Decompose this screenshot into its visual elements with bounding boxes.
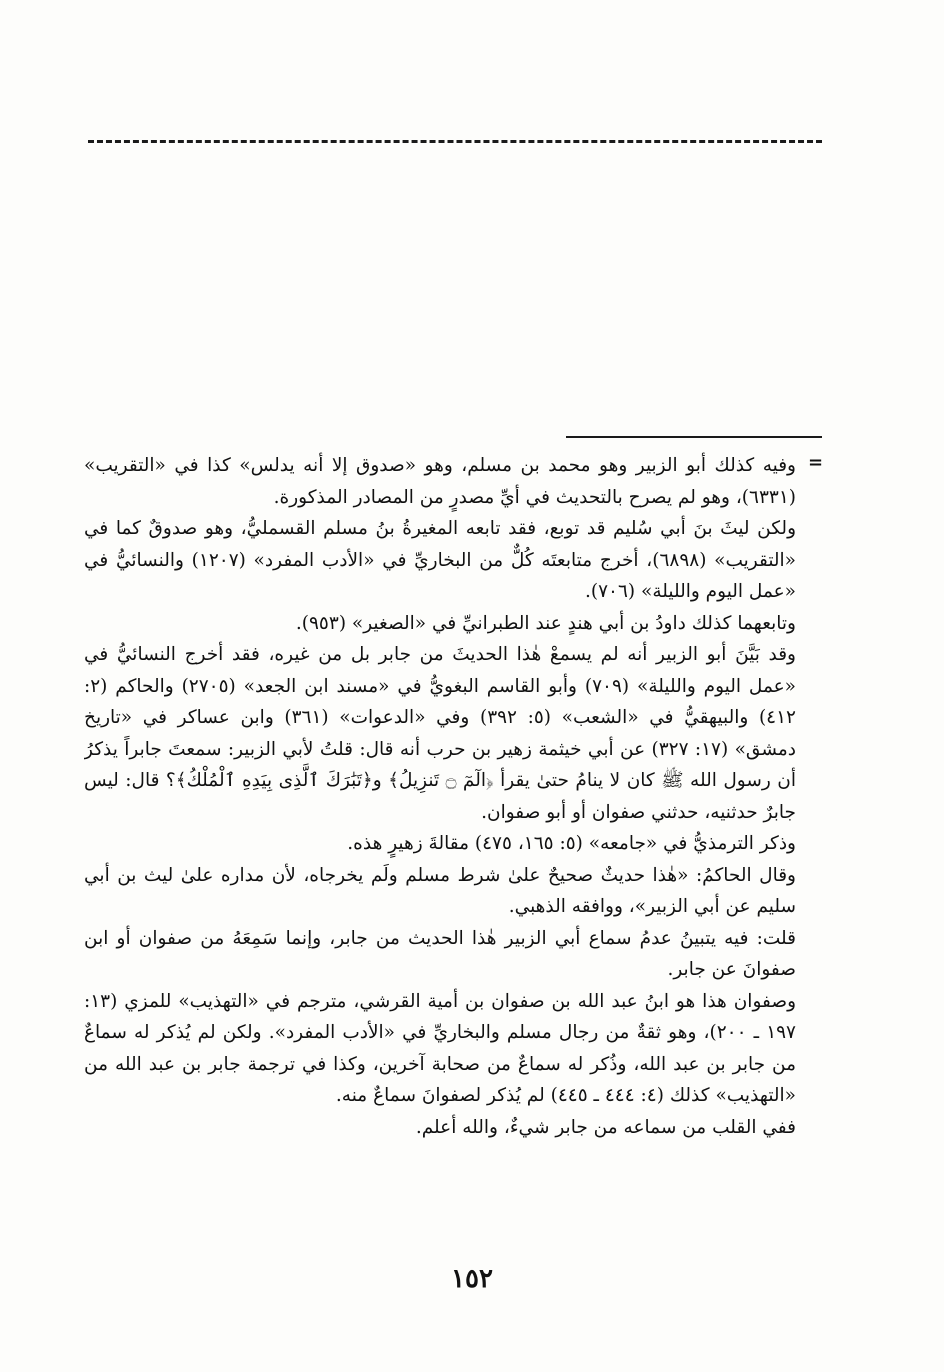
- paragraph: وصفوان هذا هو ابنُ عبد الله بن صفوان بن أمية القرشي، مترجم في «التهذيب» للمزي (١٣: ١٩٧ ـ ٢٠٠)، وهو ثقةٌ من رجال مسلم والبخاريِّ في «الأدب المفرد». ولكن لم يُذكر له سماعٌ من جابر بن عبد الله، وذُكر له سماعٌ من صحابة آخرين، وكذا في ترجمة جابر بن عبد الله من «التهذيب» كذلك (٤: ٤٤٤ ـ ٤٤٥) لم يُذكر لصفوانَ سماعٌ منه.: [84, 990, 796, 1106]
- top-dashed-separator: [88, 140, 822, 143]
- paragraph: ففي القلب من سماعه من جابر شيءٌ، والله أعلم.: [415, 1116, 796, 1138]
- paragraph: وقال الحاكمُ: «هٰذا حديثٌ صحيحٌ علىٰ شرط مسلم ولَم يخرجاه، لأن مداره علىٰ ليث بن أبي سليم عن أبي الزبير»، ووافقه الذهبي.: [84, 864, 796, 917]
- paragraph: وتابعهما كذلك داودُ بن أبي هندٍ عند الطبرانيِّ في «الصغير» (٩٥٣).: [295, 612, 796, 634]
- paragraph: قلت: فيه يتبينُ عدمُ سماع أبي الزبير هٰذا الحديث من جابر، وإنما سَمِعَهُ من صفوان أو ابن صفوانَ عن جابر.: [84, 927, 796, 980]
- footnote-body: [84, 450, 796, 1240]
- paragraph: وفيه كذلك أبو الزبير وهو محمد بن مسلم، وهو «صدوق إلا أنه يدلس» كذا في «التقريب» (٦٣٣١)، وهو لم يصرح بالتحديث في أيِّ مصدرٍ من المصادر المذكورة.: [84, 455, 796, 508]
- paragraph: ولكن ليثَ بنَ أبي سُليم قد توبع، فقد تابعه المغيرةُ بنُ مسلم القسمليُّ، وهو صدوقٌ كما في «التقريب» (٦٨٩٨)، أخرج متابعتَه كُلٌّ من البخاريِّ في «الأدب المفرد» (١٢٠٧) والنسائيُّ في «عمل اليوم والليلة» (٧٠٦).: [84, 518, 796, 602]
- continuation-mark: =: [808, 452, 824, 473]
- footnote-rule: [566, 436, 822, 438]
- paragraph: وذكر الترمذيُّ في «جامعه» (٥: ١٦٥، ٤٧٥) مقالةَ زهيرٍ هذه.: [347, 833, 796, 854]
- page-number: ١٥٢: [451, 1264, 493, 1294]
- paragraph: وقد بَيَّنَ أبو الزبير أنه لم يسمعْ هٰذا الحديثَ من جابر بل من غيره، فقد أخرج النسائيُّ في «عمل اليوم والليلة» (٧٠٩) وأبو القاسم البغويُّ في «مسند ابن الجعد» (٢٧٠٥) والحاكم (٢: ٤١٢) والبيهقيُّ في «الشعب» (٥: ٣٩٢) وفي «الدعوات» (٣٦١) وابن عساكر في «تاريخ دمشق» (١٧: ٣٢٧) عن أبي خيثمة زهير بن حرب أنه قال: قلتُ لأبي الزبير: سمعتَ جابراً يذكرُ أن رسول الله ﷺ كان لا ينامُ حتىٰ يقرأ ﴿الٓمٓ ۝ تَنزِيلُ﴾ و﴿تَبَٰرَكَ ٱلَّذِى بِيَدِهِ ٱلْمُلْكُ﴾؟ قال: ليس جابرٌ حدثنيه، حدثني صفوان أو أبو صفوان.: [84, 644, 796, 823]
